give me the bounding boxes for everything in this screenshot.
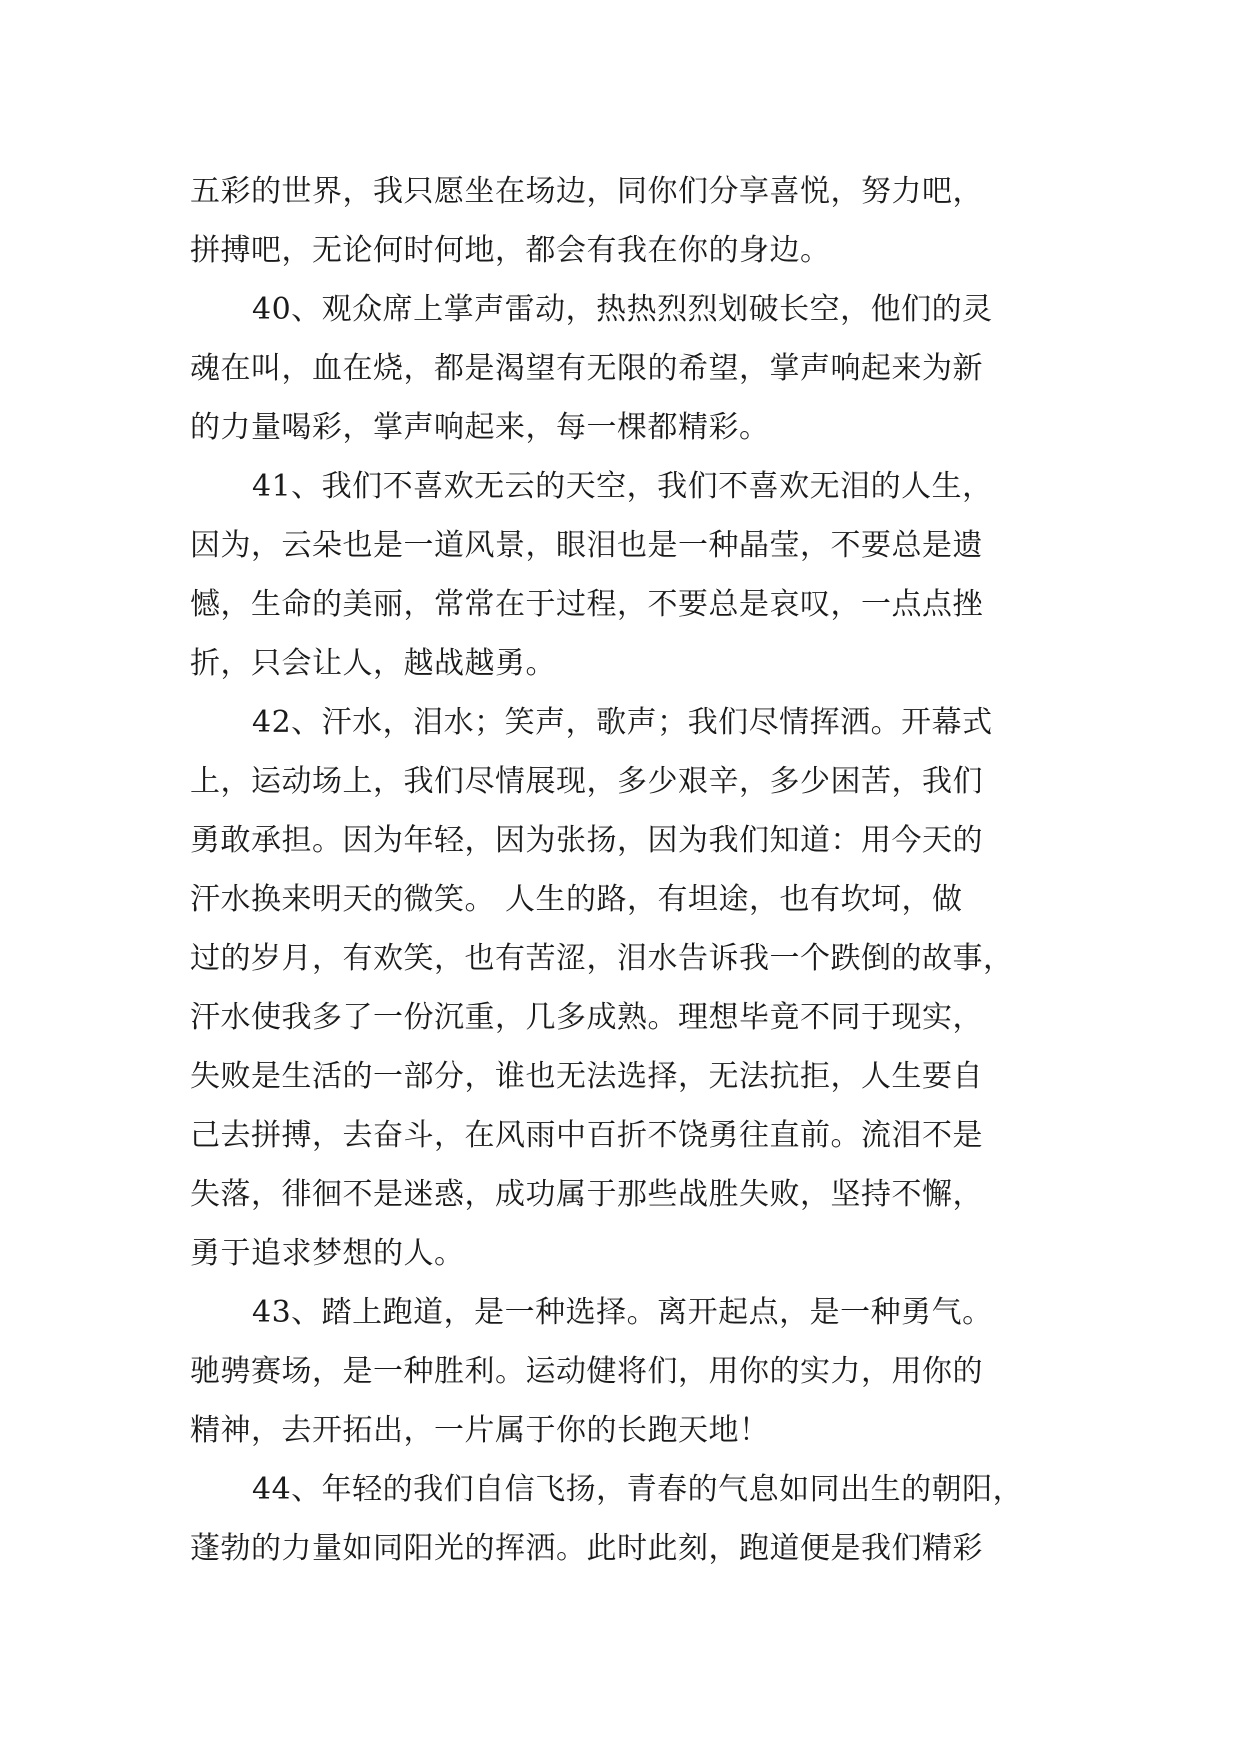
text-line: 汗水换来明天的微笑。 人生的路，有坦途，也有坎坷，做: [190, 882, 963, 917]
text-line: 己去拼搏，去奋斗，在风雨中百折不饶勇往直前。流泪不是: [190, 1118, 983, 1153]
paragraph-43-start: 43、踏上跑道，是一种选择。离开起点，是一种勇气。: [252, 1295, 993, 1330]
text-line: 蓬勃的力量如同阳光的挥洒。此时此刻，跑道便是我们精彩: [190, 1531, 983, 1566]
text-line: 的力量喝彩，掌声响起来，每一棵都精彩。: [190, 410, 770, 445]
text-line: 上，运动场上，我们尽情展现，多少艰辛，多少困苦，我们: [190, 764, 983, 799]
text-line: 精神，去开拓出，一片属于你的长跑天地！: [190, 1413, 770, 1448]
text-line: 拼搏吧，无论何时何地，都会有我在你的身边。: [190, 233, 831, 268]
text-line: 憾，生命的美丽，常常在于过程，不要总是哀叹，一点点挫: [190, 587, 983, 622]
text-line: 勇敢承担。因为年轻，因为张扬，因为我们知道：用今天的: [190, 823, 983, 858]
paragraph-41-start: 41、我们不喜欢无云的天空，我们不喜欢无泪的人生，: [252, 469, 993, 504]
text-line: 勇于追求梦想的人。: [190, 1236, 465, 1271]
paragraph-42-start: 42、汗水，泪水；笑声，歌声；我们尽情挥洒。开幕式: [252, 705, 993, 740]
paragraph-40-start: 40、观众席上掌声雷动，热热烈烈划破长空，他们的灵: [252, 292, 993, 327]
text-line: 五彩的世界，我只愿坐在场边，同你们分享喜悦，努力吧，: [190, 174, 983, 209]
text-line: 折，只会让人，越战越勇。: [190, 646, 556, 681]
text-line: 汗水使我多了一份沉重，几多成熟。理想毕竟不同于现实，: [190, 1000, 983, 1035]
text-line: 失败是生活的一部分，谁也无法选择，无法抗拒，人生要自: [190, 1059, 983, 1094]
paragraph-44-start: 44、年轻的我们自信飞扬，青春的气息如同出生的朝阳，: [252, 1472, 1024, 1507]
text-line: 失落，徘徊不是迷惑，成功属于那些战胜失败，坚持不懈，: [190, 1177, 983, 1212]
text-line: 魂在叫，血在烧，都是渴望有无限的希望，掌声响起来为新: [190, 351, 983, 386]
text-line: 驰骋赛场，是一种胜利。运动健将们，用你的实力，用你的: [190, 1354, 983, 1389]
text-line: 因为，云朵也是一道风景，眼泪也是一种晶莹，不要总是遗: [190, 528, 983, 563]
text-line: 过的岁月，有欢笑，也有苦涩，泪水告诉我一个跌倒的故事，: [190, 941, 1014, 976]
